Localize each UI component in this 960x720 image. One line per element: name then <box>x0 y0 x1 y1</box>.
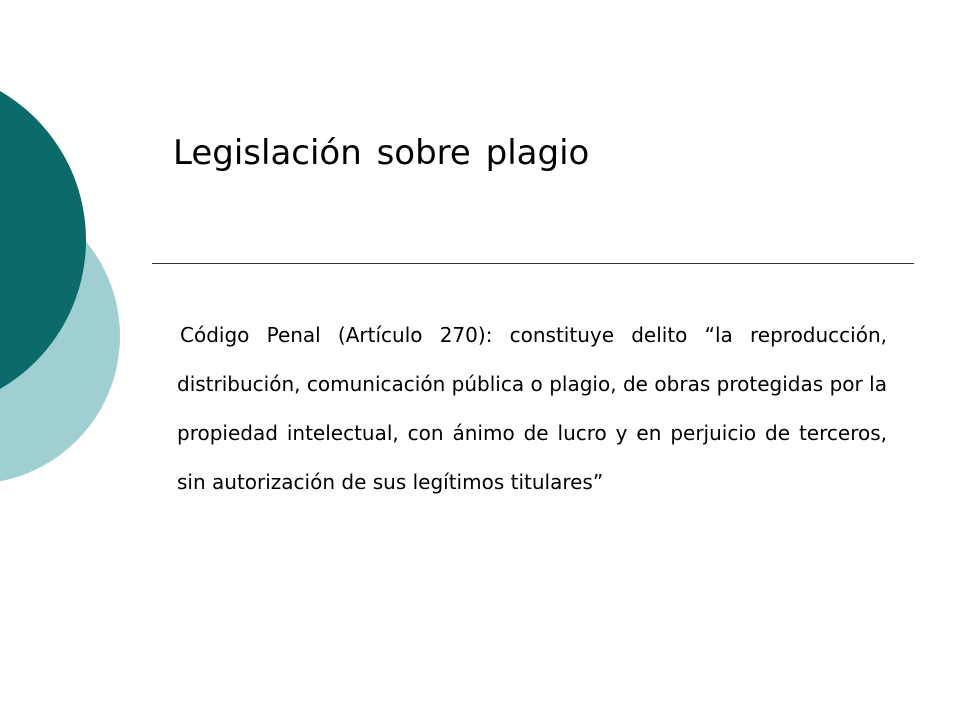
slide-title: Legislación sobre plagio <box>173 133 590 173</box>
title-divider <box>152 263 914 264</box>
slide-body-text: Código Penal (Artículo 270): constituye delito “la reproducción, distribución, comunicación pública o plagio, de obras protegidas por la propiedad intelectual, con ánimo de lucro y en perjuicio de terceros, sin autorización de sus legítimos titulares” <box>177 323 887 494</box>
